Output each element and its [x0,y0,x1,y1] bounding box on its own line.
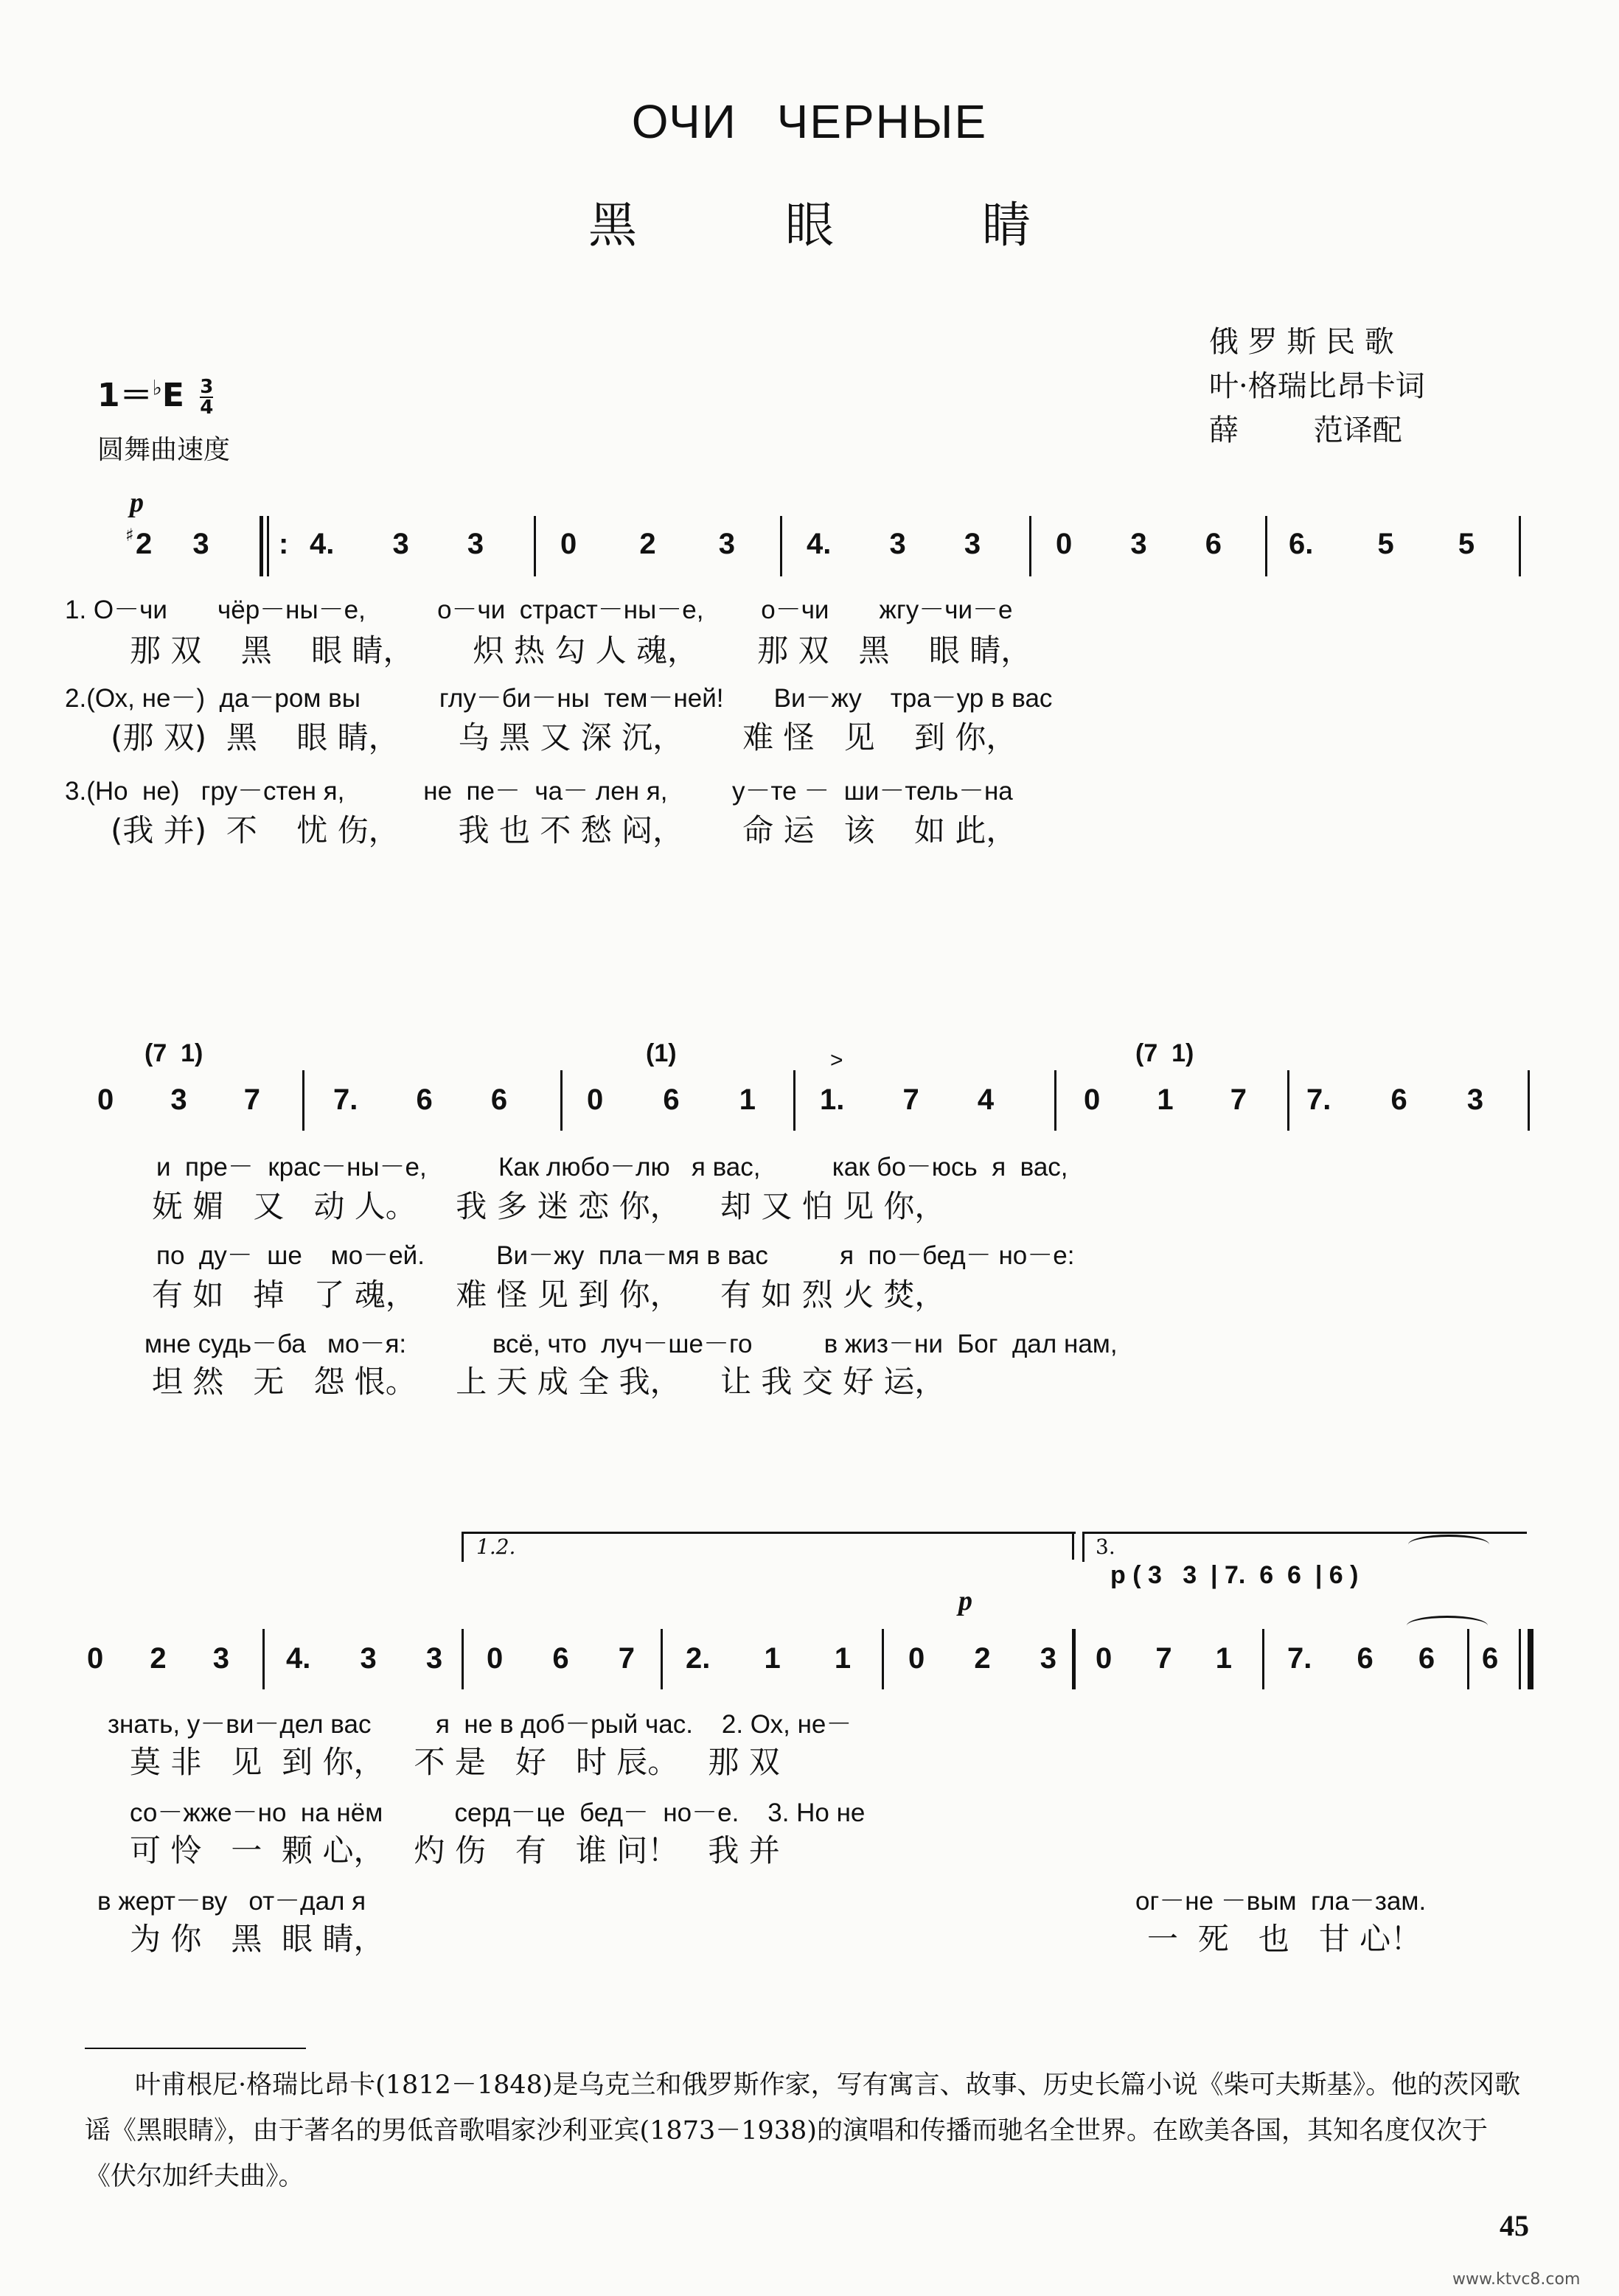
measure-notes: 2 3 [136,528,209,560]
final-barline [1519,1629,1521,1689]
alt-notes: (7 1) [1135,1039,1194,1067]
dynamic-p: p [130,487,144,518]
measure-notes: 0 2 3 [560,528,735,560]
barline [1029,516,1031,576]
alt-notes: (1) [646,1039,677,1067]
lyric-ru-verse-1: и пре－ крас－ны－е, Как любо－лю я вас, как бо－юсь я вас, [156,1153,1068,1182]
key-note: E [161,377,184,414]
footnote-rule [85,2048,306,2049]
time-signature [200,377,213,417]
lyric-zh-verse-2: (那 双) 黑 眼 睛， 乌 黑 又 深 沉， 难 怪 见 到 你， [111,719,1017,756]
alt-ending-notes: p ( 3 3 | 7. 6 6 | 6 ) [1110,1561,1359,1589]
watermark: www.ktvc8.com [1452,2270,1581,2289]
dynamic-p: p [958,1585,972,1616]
barline [1265,516,1267,576]
barline [1262,1629,1264,1689]
barline [882,1629,884,1689]
measure-notes: 0 6 7 [487,1642,635,1675]
barline [302,1070,304,1131]
volta-bracket-1-2 [462,1532,1076,1562]
page-number: 45 [1500,2209,1529,2242]
barline [560,1070,563,1131]
lyric-ru-verse-2: по ду－ ше мо－ей. Ви－жу пла－мя в вас я по－бед－ но－е: [156,1241,1075,1270]
measure-notes: 2. 1 1 [686,1642,852,1675]
lyric-ru-verse-3: мне судь－ба мо－я: всё, что луч－ше－го в жиз－ни Бог дал нам, [145,1330,1118,1358]
volta-label-1-2: 1.2. [476,1535,516,1559]
lyric-zh-verse-1: 那 双 黑 眼 睛， 炽 热 勾 人 魂， 那 双 黑 眼 睛， [130,632,1032,669]
barline [1519,516,1521,576]
end-repeat-barline [1072,1629,1076,1689]
credit-lyricist: 叶·格瑞比昂卡词 [1209,369,1425,403]
measure-notes: 0 3 6 [1056,528,1222,560]
measure-notes: 1. 7 4 [820,1084,995,1116]
lyric-ru-verse-1: знать, у－ви－дел вас я не в доб－рый час. 2. Ох, не－ [108,1710,852,1739]
credit-translator: 薛 范译配 [1209,414,1402,447]
lyric-zh-verse-1: 莫 非 见 到 你， 不 是 好 时 辰。 那 双 [130,1744,780,1780]
measure-notes: 0 3 7 [97,1084,260,1116]
lyric-ru-verse-3: в жерт－ву от－дал я [97,1887,366,1916]
alt-notes: (7 1) [145,1039,203,1067]
lyric-ru-verse-2: 2.(Ох, не－) да－ром вы глу－би－ны тем－ней! Ви－жу тра－ур в вас [65,684,1053,713]
lyric-ru-verse-1: 1. О－чи чёр－ны－е, о－чи страст－ны－е, о－чи жгу－чи－е [65,596,1013,624]
barline [1287,1070,1289,1131]
flat-symbol: ♭ [152,375,162,400]
key-signature [97,369,213,417]
title-chinese: 黑 眼 睛 [588,197,1097,254]
key-prefix: 1＝ [97,377,153,414]
measure-notes: 7. 6 3 [1306,1084,1484,1116]
measure-notes: 4. 3 3 [286,1642,443,1675]
sharp-mark: ♯ [125,525,134,545]
measure-notes: 0 2 3 [908,1642,1056,1675]
accent-mark: > [830,1048,843,1072]
barline [262,1629,265,1689]
measure-notes: 7. 6 6 [333,1084,508,1116]
footnote: 叶甫根尼·格瑞比昂卡(1812－1848)是乌克兰和俄罗斯作家，写有寓言、故事、历史长篇小说《柴可夫斯基》。他的茨冈歌谣《黑眼睛》，由于著名的男低音歌唱家沙利亚宾(1873－1938)的演唱和传播而驰名全世界。在欧美各国，其知名度仅次于《伏尔加纤夫曲》。 [85,2070,1521,2191]
time-sig-top: 3 [200,376,214,398]
barline [661,1629,663,1689]
barline [1467,1629,1469,1689]
lyric-zh-verse-3: (我 并) 不 忧 伤， 我 也 不 愁 闷， 命 运 该 如 此， [111,812,1017,848]
measure-notes: 4. 3 3 [310,528,484,560]
measure-notes: 4. 3 3 [807,528,981,560]
lyric-zh-ending: 一 死 也 甘 心！ [1147,1921,1422,1957]
barline [462,1629,464,1689]
measure-notes: 6. 5 5 [1289,528,1475,560]
lyric-ru-verse-2: со－жже－но на нём серд－це бед－ но－е. 3. Но не [130,1798,866,1827]
tie-arc [1408,1535,1489,1554]
volta-label-3: 3. [1096,1535,1115,1559]
lyric-ru-verse-3: 3.(Но не) гру－стен я, не пе－ ча－ лен я, у－те － ши－тель－на [65,777,1013,806]
barline [780,516,782,576]
time-sig-bottom: 4 [200,397,214,419]
tempo-marking: 圆舞曲速度 [97,435,231,465]
title-russian: ОЧИ ЧЕРНЫЕ [631,95,988,148]
volta-bracket-end [1072,1532,1074,1560]
measure-notes: 0 2 3 [87,1642,229,1675]
lyric-ru-ending: ог－не －вым гла－зам. [1135,1887,1427,1916]
barline [793,1070,795,1131]
measure-notes: 0 1 7 [1084,1084,1247,1116]
final-barline-thick [1528,1629,1533,1689]
lyric-zh-verse-3: 为 你 黑 眼 睛， [130,1921,385,1957]
lyric-zh-verse-2: 可 怜 一 颗 心， 灼 伤 有 谁 问！ 我 并 [130,1832,780,1868]
barline [1054,1070,1056,1131]
lyric-zh-verse-2: 有 如 掉 了 魂， 难 怪 见 到 你， 有 如 烈 火 焚， [152,1277,946,1313]
measure-notes: 6 [1482,1642,1499,1675]
measure-notes: 7. 6 6 [1287,1642,1435,1675]
barline [1528,1070,1530,1131]
repeat-barline [267,516,269,576]
tie-arc [1407,1616,1488,1636]
lyric-zh-verse-1: 妩 媚 又 动 人。 我 多 迷 恋 你， 却 又 怕 见 你， [152,1188,946,1224]
credit-folk-song: 俄 罗 斯 民 歌 [1209,325,1394,359]
repeat-barline [260,516,263,576]
measure-notes: 0 7 1 [1096,1642,1232,1675]
repeat-dots: : [279,528,289,560]
barline [534,516,536,576]
lyric-zh-verse-3: 坦 然 无 怨 恨。 上 天 成 全 我， 让 我 交 好 运， [152,1364,946,1400]
measure-notes: 0 6 1 [587,1084,756,1116]
